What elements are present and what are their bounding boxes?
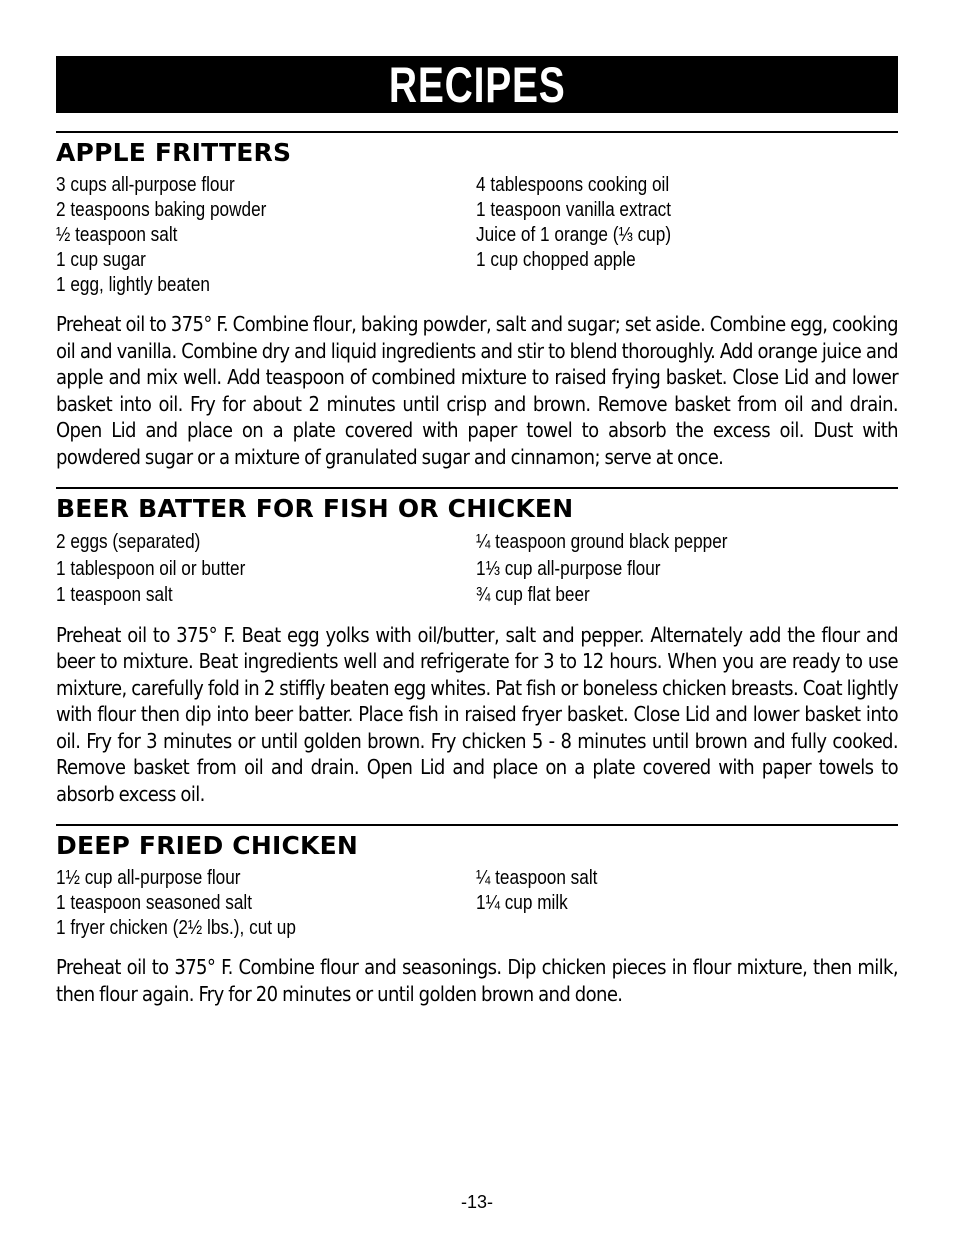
ingredient-item: 1 teaspoon seasoned salt bbox=[56, 892, 253, 914]
ingredient-item: 1 teaspoon vanilla extract bbox=[476, 199, 672, 221]
ingredient-item: 1 fryer chicken (2½ lbs.), cut up bbox=[56, 917, 296, 939]
page-title-banner bbox=[56, 56, 898, 113]
recipe-apple-fritters bbox=[56, 131, 898, 470]
recipe-page bbox=[56, 56, 898, 1007]
ingredient-item: 1 egg, lightly beaten bbox=[56, 274, 210, 296]
ingredient-list bbox=[56, 173, 898, 298]
ingredient-item: 1 tablespoon oil or butter bbox=[56, 557, 246, 580]
ingredient-item: 1½ cup all-purpose flour bbox=[56, 867, 241, 889]
ingredient-column-left bbox=[56, 173, 476, 298]
recipe-title: BEER BATTER FOR FISH OR CHICKEN bbox=[56, 494, 574, 523]
ingredient-column-right bbox=[476, 529, 898, 609]
ingredient-column-right bbox=[476, 173, 898, 298]
ingredient-list bbox=[56, 866, 898, 941]
recipe-directions: Preheat oil to 375° F. Combine flour, baking powder, salt and sugar; set aside. Combine egg, cooking oil and vanilla. Combine dry and liquid ingredients and stir to blend thoroughly. Add orange juice and apple and mix well. Add teaspoon of combined mixture to raised frying basket. Close Lid and lower basket into oil. Fry for about 2 minutes until crisp and brown. Remove basket from oil and drain. Open Lid and place on a plate covered with paper towel to absorb the excess oil. Dust with powdered sugar or a mixture of granulated sugar and cinnamon; serve at once. bbox=[56, 312, 898, 469]
ingredient-item: 2 eggs (separated) bbox=[56, 531, 201, 553]
recipe-deep-fried-chicken bbox=[56, 824, 898, 1007]
ingredient-column-left bbox=[56, 529, 476, 609]
ingredient-item: 1 cup sugar bbox=[56, 249, 146, 271]
ingredient-column-right bbox=[476, 866, 898, 941]
ingredient-item: 1⅓ cup all-purpose flour bbox=[476, 557, 661, 580]
recipe-title: DEEP FRIED CHICKEN bbox=[56, 831, 358, 860]
ingredient-item: ¼ teaspoon salt bbox=[476, 867, 598, 889]
ingredient-item: 1 cup chopped apple bbox=[476, 249, 636, 271]
ingredient-item: 2 teaspoons baking powder bbox=[56, 199, 267, 221]
ingredient-list bbox=[56, 529, 898, 609]
recipe-directions: Preheat oil to 375° F. Combine flour and seasonings. Dip chicken pieces in flour mixture, then milk, then flour again. Fry for 20 minutes or until golden brown and done. bbox=[56, 955, 898, 1006]
ingredient-item: 4 tablespoons cooking oil bbox=[476, 174, 670, 196]
ingredient-column-left bbox=[56, 866, 476, 941]
ingredient-item: 1¼ cup milk bbox=[476, 892, 568, 914]
ingredient-item: ¾ cup flat beer bbox=[476, 584, 590, 606]
page-title: RECIPES bbox=[388, 56, 566, 113]
recipe-beer-batter bbox=[56, 487, 898, 807]
page-number: -13- bbox=[460, 1192, 493, 1212]
recipe-directions: Preheat oil to 375° F. Beat egg yolks with oil/butter, salt and pepper. Alternately add the flour and beer to mixture. Beat ingredients well and refrigerate for 3 to 12 hours. When you are ready to use mixture, carefully fold in 2 stiffly beaten egg whites. Pat fish or boneless chicken breasts. Coat lightly with flour then dip into beer batter. Place fish in raised fryer basket. Close Lid and lower basket into oil. Fry for 3 minutes or until golden brown. Fry chicken 5 - 8 minutes until brown and fully cooked. Remove basket from oil and drain. Open Lid and place on a plate covered with paper towels to absorb excess oil. bbox=[56, 622, 898, 806]
ingredient-item: 1 teaspoon salt bbox=[56, 584, 173, 606]
ingredient-item: Juice of 1 orange (⅓ cup) bbox=[476, 224, 672, 246]
ingredient-item: ¼ teaspoon ground black pepper bbox=[476, 531, 728, 553]
ingredient-item: 3 cups all-purpose flour bbox=[56, 174, 235, 196]
ingredient-item: ½ teaspoon salt bbox=[56, 224, 178, 246]
recipe-title: APPLE FRITTERS bbox=[56, 138, 292, 167]
